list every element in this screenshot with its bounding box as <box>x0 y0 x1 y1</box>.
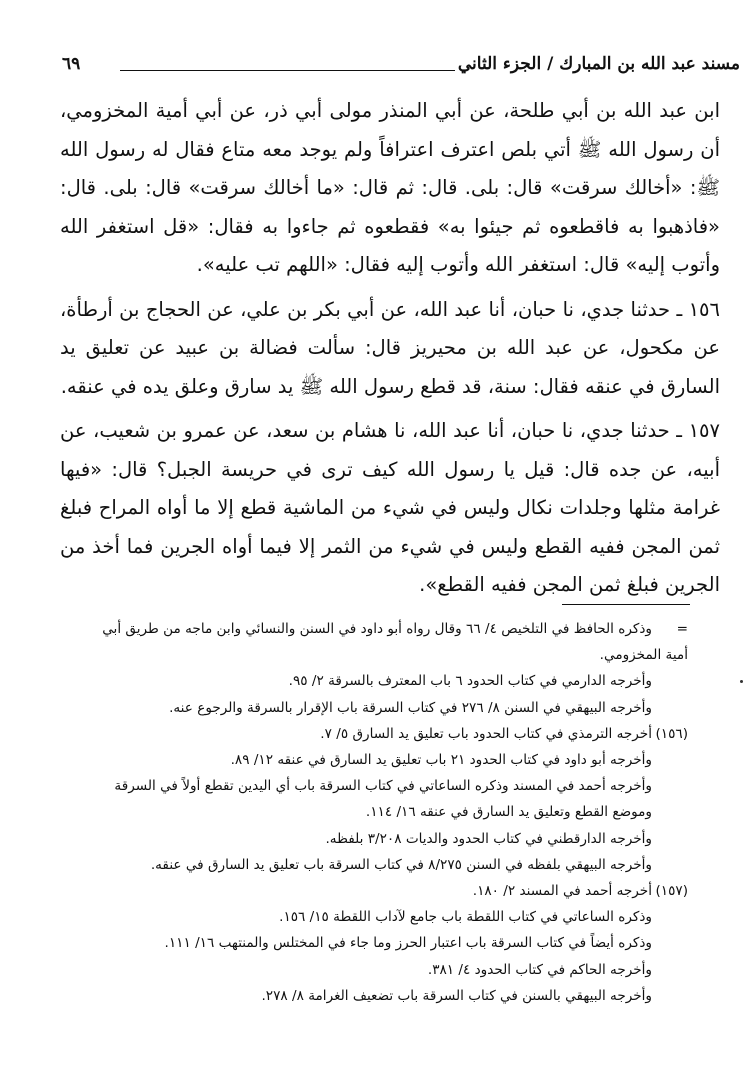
footnote-text: وذكره الحافظ في التلخيص ٤/ ٦٦ وقال رواه أبو داود في السنن والنسائي وابن ماجه من طريق أبي أمية المخزومي. <box>102 621 688 664</box>
header-title: مسند عبد الله بن المبارك / الجزء الثاني <box>457 54 740 74</box>
footnote-line <box>78 930 688 956</box>
footnote-text: وأخرجه الدارمي في كتاب الحدود ٦ باب المعترف بالسرقة ٢/ ٩٥. <box>288 673 652 690</box>
footnote-line <box>78 616 688 668</box>
footnote-mark: = <box>676 621 688 637</box>
footnote-line <box>78 747 688 773</box>
footnote-text: أخرجه أحمد في المسند ٢/ ١٨٠. <box>472 883 652 900</box>
footnote-line <box>78 852 688 878</box>
footnote-line <box>78 773 688 825</box>
footnote-text: وذكره الساعاتي في كتاب اللقطة باب جامع لآداب اللقطة ١٥/ ١٥٦. <box>279 909 652 926</box>
footnote-mark: (١٥٦) <box>655 725 688 742</box>
paragraph-hadith-156: ١٥٦ ـ حدثنا جدي، نا حبان، أنا عبد الله، عن أبي بكر بن علي، عن الحجاج بن أرطأة، عن مكحول، عن عبد الله بن محيريز قال: سألت فضالة بن عبيد عن تعليق يد السارق في عنقه فقال: سنة، قد قطع رسول الله ﷺ يد سارق وعلق يده في عنقه. <box>60 297 720 398</box>
footnote-line <box>78 721 688 747</box>
footnote-line <box>78 695 688 721</box>
footnote-text: وأخرجه أبو داود في كتاب الحدود ٢١ باب تعليق يد السارق في عنقه ١٢/ ٨٩. <box>230 752 652 769</box>
main-text <box>60 92 720 605</box>
footnote-text: وذكره أيضاً في كتاب السرقة باب اعتبار الحرز وما جاء في المختلس والمنتهب ١٦/ ١١١. <box>164 935 652 952</box>
footnote-text: وأخرجه البيهقي بلفظه في السنن ٨/٢٧٥ في كتاب السرقة باب تعليق يد السارق في عنقه. <box>150 856 652 873</box>
footnote-text: وأخرجه أحمد في المسند وذكره الساعاتي في كتاب السرقة باب أي اليدين تقطع أولاً في السرقة وموضع القطع وتعليق يد السارق في عنقه ١٦/ ١١٤. <box>114 778 652 821</box>
footnote-text: وأخرجه الدارقطني في كتاب الحدود والديات ٣/٢٠٨ بلفظه. <box>325 830 652 847</box>
footnote-separator <box>562 604 690 605</box>
footnote-line <box>78 983 688 1009</box>
paragraph-hadith-157: ١٥٧ ـ حدثنا جدي، نا حبان، أنا عبد الله، نا هشام بن سعد، عن عمرو بن شعيب، عن أبيه، عن جده قال: قيل يا رسول الله كيف ترى في حريسة الجبل؟ قال: «فيها غرامة مثلها وجلدات نكال وليس في شيء من الماشية قطع إلا ما أواه المراح فبلغ ثمن المجن ففيه القطع وليس في شيء من الثمر إلا فيما أواه الجرين فما أخذ من الجرين فبلغ ثمن المجن ففيه القطع». <box>60 419 720 596</box>
footnote-line <box>78 826 688 852</box>
footnotes <box>78 616 688 1009</box>
page-number: ٦٩ <box>62 54 81 74</box>
footnote-text: وأخرجه البيهقي في السنن ٨/ ٢٧٦ في كتاب السرقة باب الإقرار بالسرقة والرجوع عنه. <box>169 699 652 716</box>
footnote-line <box>78 668 688 694</box>
footnote-text: وأخرجه الحاكم في كتاب الحدود ٤/ ٣٨١. <box>427 961 652 978</box>
header-rule <box>120 70 455 71</box>
running-header <box>62 52 740 84</box>
paragraph-continuation: ابن عبد الله بن أبي طلحة، عن أبي المنذر مولى أبي ذر، عن أبي أمية المخزومي، أن رسول الله ﷺ أتي بلص اعترف اعترافاً ولم يوجد معه متاع فقال له رسول الله ﷺ: «أخالك سرقت» قال: بلى. قال: ثم قال: «ما أخالك سرقت» قال: بلى. قال: «فاذهبوا به فاقطعوه ثم جيئوا به» فقطعوه ثم جاءوا به فقال: «قل استغفر الله وأتوب إليه» قال: استغفر الله وأتوب إليه فقال: «اللهم تب عليه». <box>60 99 720 276</box>
footnote-text: وأخرجه البيهقي بالسنن في كتاب السرقة باب تضعيف الغرامة ٨/ ٢٧٨. <box>261 987 652 1004</box>
footnote-line <box>78 878 688 904</box>
margin-speck <box>740 680 743 683</box>
footnote-mark: (١٥٧) <box>655 883 688 900</box>
footnote-text: أخرجه الترمذي في كتاب الحدود باب تعليق يد السارق ٥/ ٧. <box>320 725 652 742</box>
footnote-line <box>78 904 688 930</box>
footnote-line <box>78 957 688 983</box>
